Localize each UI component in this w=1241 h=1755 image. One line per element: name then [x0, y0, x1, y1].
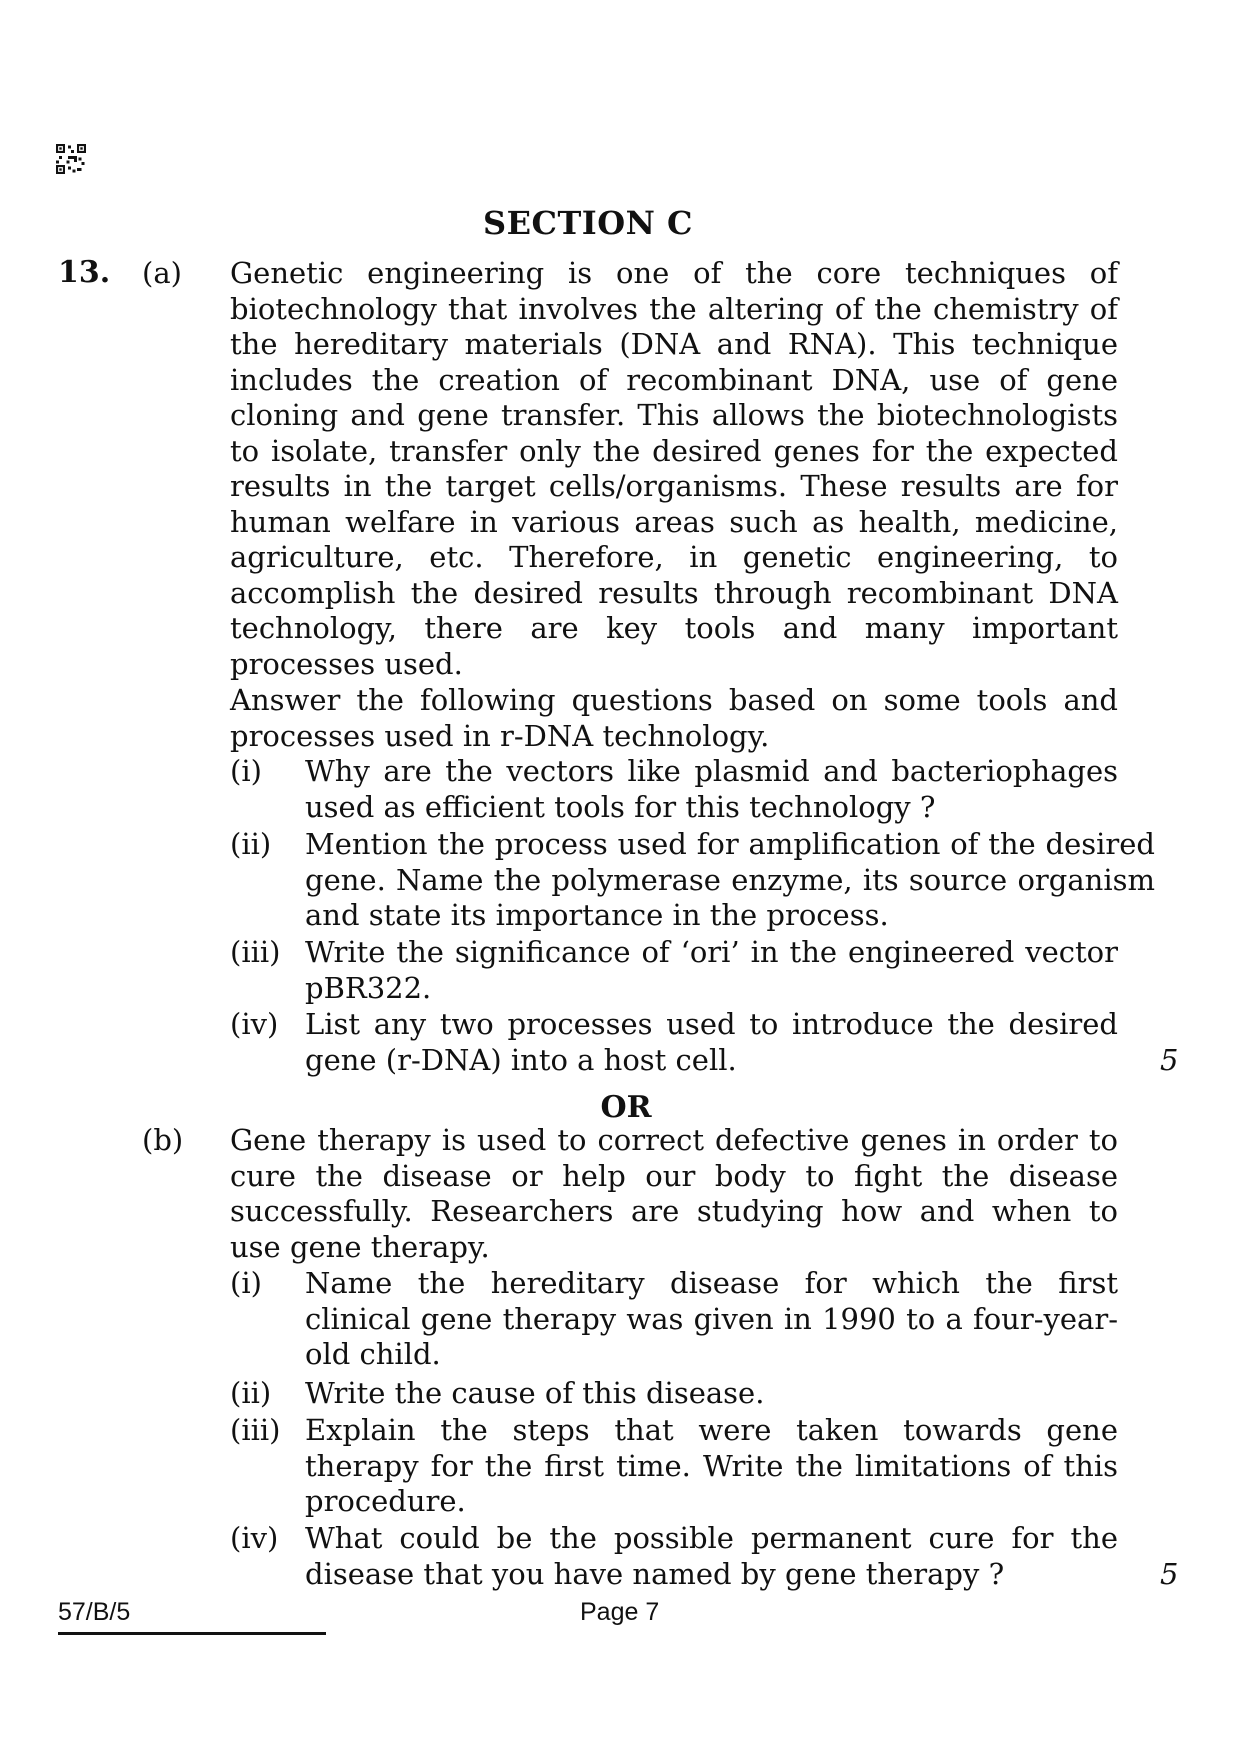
paper-code: 57/B/5 — [58, 1598, 131, 1626]
roman-numeral: (i) — [230, 1266, 262, 1300]
question-number: 13. — [58, 255, 111, 290]
roman-numeral: (iii) — [230, 1413, 281, 1447]
roman-numeral: (ii) — [230, 827, 272, 861]
item-text: List any two processes used to introduce the desired gene (r-DNA) into a host cell. — [305, 1007, 1118, 1077]
footer-divider — [58, 1632, 326, 1635]
item-text: Name the hereditary disease for which the first clinical gene therapy was given in 1990 to a four-year-old child. — [305, 1266, 1118, 1371]
part-a-label: (a) — [142, 256, 182, 290]
item-text: Write the cause of this disease. — [305, 1376, 765, 1410]
part-b-marks: 5 — [1160, 1557, 1179, 1591]
or-separator: OR — [600, 1090, 652, 1125]
roman-numeral: (iv) — [230, 1521, 279, 1555]
page-number: Page 7 — [580, 1598, 660, 1626]
item-text: Mention the process used for amplification of the desired gene. Name the polymerase enzyme, its source organism and state its importance in the process. — [305, 827, 1155, 932]
part-b-intro: Gene therapy is used to correct defective genes in order to cure the disease or help our body to fight the disease successfully. Researchers are studying how and when to use gene therapy. — [230, 1123, 1118, 1264]
item-text: Write the significance of ‘ori’ in the engineered vector pBR322. — [305, 935, 1118, 1005]
part-b-label: (b) — [142, 1123, 184, 1157]
item-text: Why are the vectors like plasmid and bacteriophages used as efficient tools for this technology ? — [305, 754, 1118, 824]
part-a-intro: Genetic engineering is one of the core techniques of biotechnology that involves the altering of the chemistry of the hereditary materials (DNA and RNA). This technique includes the creation of recombinant DNA, use of gene cloning and gene transfer. This allows the biotechnologists to isolate, transfer only the desired genes for the expected results in the target cells/organisms. These results are for human welfare in various areas such as health, medicine, agriculture, etc. Therefore, in genetic engineering, to accomplish the desired results through recombinant DNA technology, there are key tools and many important processes used. — [230, 256, 1118, 681]
roman-numeral: (iii) — [230, 935, 281, 969]
roman-numeral: (i) — [230, 754, 262, 788]
roman-numeral: (ii) — [230, 1376, 272, 1410]
part-a-instruction: Answer the following questions based on some tools and processes used in r-DNA technology. — [230, 683, 1118, 753]
item-text: What could be the possible permanent cure for the disease that you have named by gene therapy ? — [305, 1521, 1118, 1591]
roman-numeral: (iv) — [230, 1007, 279, 1041]
part-a-marks: 5 — [1160, 1043, 1179, 1077]
item-text: Explain the steps that were taken towards gene therapy for the first time. Write the limitations of this procedure. — [305, 1413, 1118, 1518]
qr-code-icon — [56, 144, 86, 174]
section-title: SECTION C — [483, 204, 693, 242]
